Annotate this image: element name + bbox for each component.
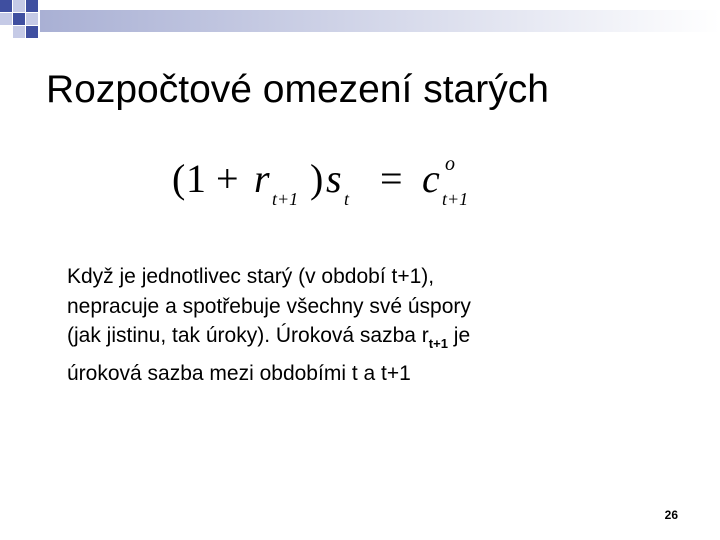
formula-c: c [422,156,440,201]
formula-s: s [326,156,342,201]
deco-square-5 [13,13,25,25]
formula-c-subscript: t+1 [442,189,469,209]
deco-square-3 [26,0,38,12]
deco-square-1 [0,0,12,12]
header-gradient-bar [40,10,720,32]
formula-equals: = [380,156,403,201]
deco-square-6 [26,13,38,25]
decorative-header [0,0,720,50]
deco-square-4 [0,13,12,25]
deco-square-8 [26,26,38,38]
formula-c-superscript: o [445,153,455,175]
formula-r: r [254,156,270,201]
page-number: 26 [664,508,678,522]
formula-s-subscript: t [344,189,350,209]
explanation-line-2: nepracuje a spotřebuje všechny své úspory [67,294,471,318]
budget-constraint-formula [170,148,510,218]
formula-r-subscript: t+1 [272,189,299,209]
explanation-text [67,262,667,388]
interest-rate-subscript: t+1 [428,336,448,351]
formula-open-paren: ( [172,156,186,201]
formula-close-paren: ) [310,156,324,201]
explanation-line-4: úroková sazba mezi obdobími t a t+1 [67,361,411,385]
explanation-line-3 [67,321,667,359]
formula-plus: + [216,156,239,201]
explanation-line-3-end: je [447,324,471,347]
deco-square-2 [13,0,25,12]
deco-square-7 [13,26,25,38]
formula-one: 1 [186,156,206,201]
explanation-line-3-text: (jak jistinu, tak úroky). Úroková sazba r [67,324,429,347]
slide-title: Rozpočtové omezení starých [46,68,549,111]
explanation-line-1: Když je jednotlivec starý (v období t+1), [67,265,435,288]
